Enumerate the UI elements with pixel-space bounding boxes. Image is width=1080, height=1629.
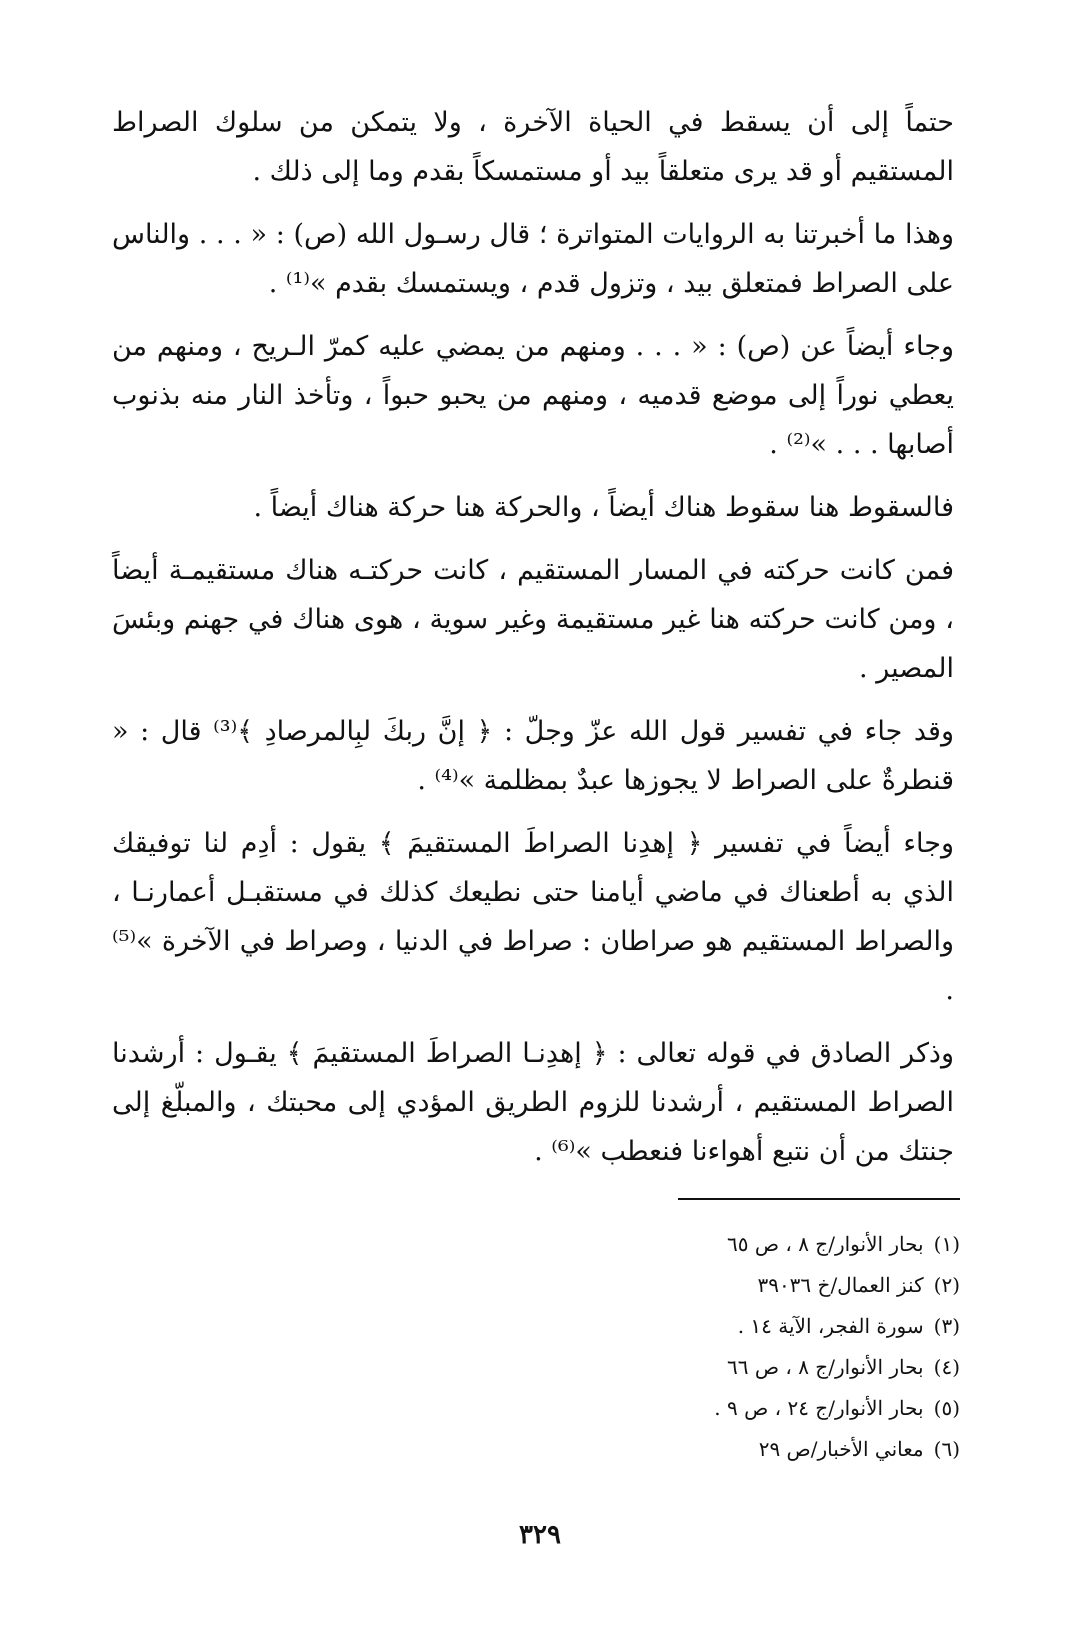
footnote-item [560, 1265, 960, 1306]
page-number: ٣٢٩ [519, 1520, 561, 1550]
footnote-number: (٦) [933, 1437, 960, 1461]
footnote-text: بحار الأنوار/ج ٨ ، ص ٦٥ [727, 1232, 924, 1256]
footnote-item [560, 1388, 960, 1429]
paragraph-4: فالسقوط هنا سقوط هناك أيضاً ، والحركة هنا حركة هناك أيضاً . [253, 492, 954, 523]
footnote-text: معاني الأخبار/ص ٢٩ [758, 1437, 924, 1461]
footnote-separator [678, 1198, 960, 1200]
paragraph-3: وجاء أيضاً عن (ص) : « . . . ومنهم من يمضي عليه كمرّ الـريح ، ومنهم من يعطي نوراً إلى موضع قدميه ، ومنهم من يحبو حبواً ، وتأخذ النار منه بذنوب أصابها . . . »⁽²⁾ . [112, 331, 954, 460]
footnote-number: (٥) [933, 1396, 960, 1420]
footnote-item [560, 1306, 960, 1347]
footnote-text: سورة الفجر، الآية ١٤ . [737, 1314, 924, 1338]
footnote-text: كنز العمال/خ ٣٩٠٣٦ [757, 1273, 924, 1297]
paragraph-7: وجاء أيضاً في تفسير ﴿ إهدِنا الصراطَ المستقيمَ ﴾ يقول : أدِم لنا توفيقك الذي به أطعناك في ماضي أيامنا حتى نطيعك كذلك في مستقبـل أعمارنـا ، والصراط المستقيم هو صراطان : صراط في الدنيا ، وصراط في الآخرة »⁽⁵⁾ . [112, 828, 954, 1006]
paragraph-8: وذكر الصادق في قوله تعالى : ﴿ إهدِنـا الصراطَ المستقيمَ ﴾ يقـول : أرشدنا الصراط المستقيم ، أرشدنا للزوم الطريق المؤدي إلى محبتك ، والمبلّغ إلى جنتك من أن نتبع أهواءنا فنعطب »⁽⁶⁾ . [112, 1038, 954, 1167]
paragraph-5: فمن كانت حركته في المسار المستقيم ، كانت حركتـه هناك مستقيمـة أيضاً ، ومن كانت حركته هنا غير مستقيمة وغير سوية ، هوى هناك في جهنم وبئسَ المصير . [112, 555, 954, 684]
footnote-number: (١) [933, 1232, 960, 1256]
footnote-item [560, 1429, 960, 1470]
footnotes-list [560, 1224, 960, 1470]
footnote-number: (٤) [933, 1355, 960, 1379]
footnote-number: (٢) [933, 1273, 960, 1297]
main-text [112, 98, 954, 1190]
footnote-item [560, 1224, 960, 1265]
footnote-text: بحار الأنوار/ج ٢٤ ، ص ٩ . [714, 1396, 924, 1420]
footnote-number: (٣) [933, 1314, 960, 1338]
paragraph-1: حتماً إلى أن يسقط في الحياة الآخرة ، ولا يتمكن من سلوك الصراط المستقيم أو قد يرى متعلقاً بيد أو مستمسكاً بقدم وما إلى ذلك . [112, 107, 954, 187]
paragraph-2: وهذا ما أخبرتنا به الروايات المتواترة ؛ قال رسـول الله (ص) : « . . . والناس على الصراط فمتعلق بيد ، وتزول قدم ، ويستمسك بقدم »⁽¹⁾ . [112, 219, 954, 299]
footnote-item [560, 1347, 960, 1388]
footnote-text: بحار الأنوار/ج ٨ ، ص ٦٦ [727, 1355, 924, 1379]
paragraph-6: وقد جاء في تفسير قول الله عزّ وجلّ : ﴿ إنَّ ربكَ لبِالمرصادِ ﴾⁽³⁾ قال : « قنطرةٌ على الصراط لا يجوزها عبدٌ بمظلمة »⁽⁴⁾ . [112, 716, 954, 796]
